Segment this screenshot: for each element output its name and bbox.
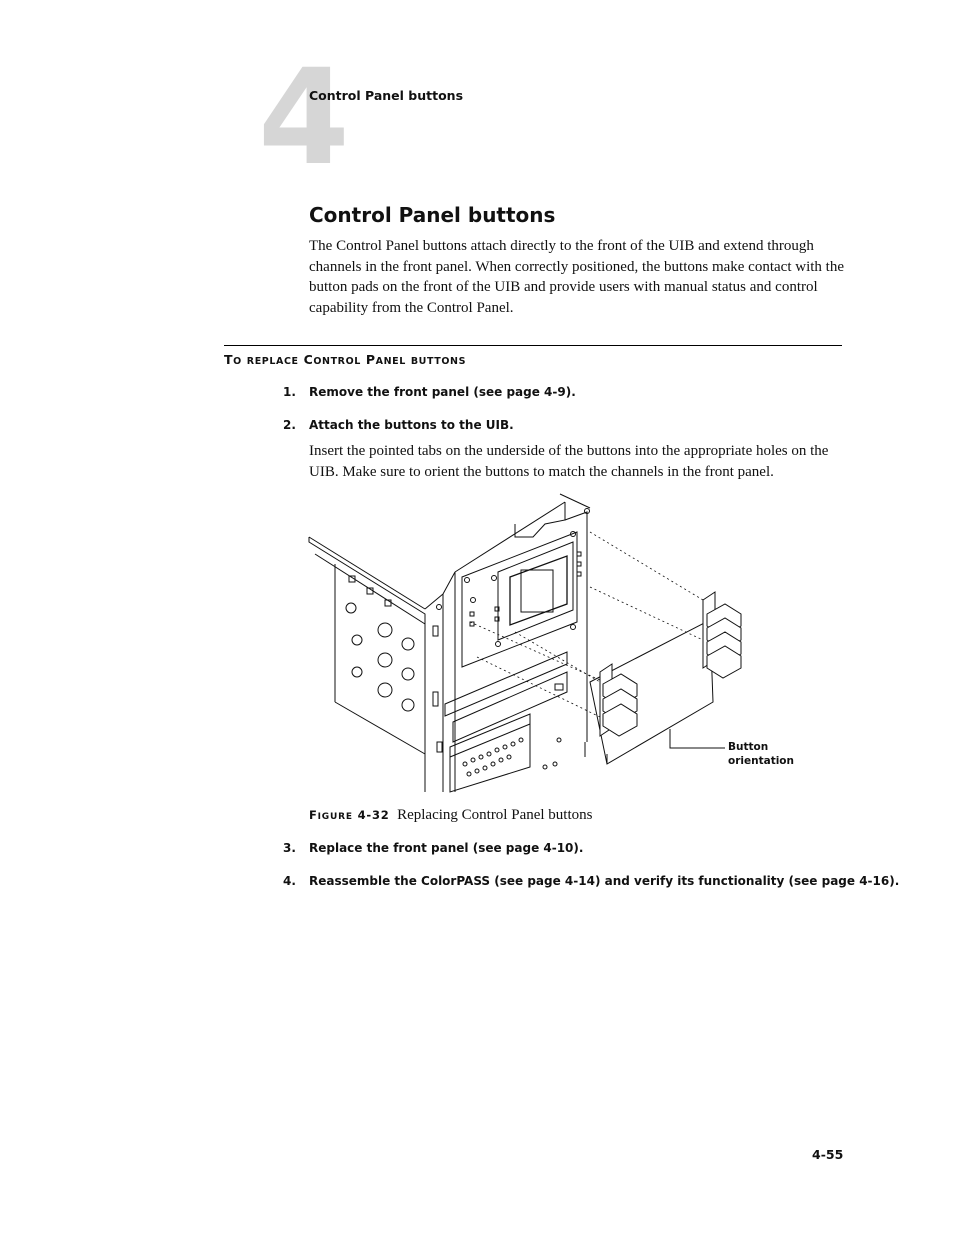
procedure-heading-ontrol: ONTROL xyxy=(313,356,361,367)
procedure-heading-buttons: BUTTONS xyxy=(410,356,467,367)
step-number: 1. xyxy=(283,385,296,399)
section-divider xyxy=(224,345,842,346)
procedure-heading-anel: ANEL xyxy=(375,356,406,367)
section-title: Control Panel buttons xyxy=(309,203,556,227)
page-number: 4-55 xyxy=(812,1147,844,1162)
chapter-number: 4 xyxy=(258,41,350,195)
procedure-heading-c: C xyxy=(303,352,314,367)
chassis-side-panel xyxy=(309,537,443,792)
step-number: 4. xyxy=(283,874,296,888)
step-text: Replace the front panel (see page 4-10). xyxy=(309,841,584,855)
procedure-heading-o: O xyxy=(233,356,242,367)
step-number: 3. xyxy=(283,841,296,855)
procedure-heading-p: P xyxy=(365,352,376,367)
figure-label-f: F xyxy=(309,808,318,822)
figure-caption xyxy=(309,807,592,824)
uib-board xyxy=(462,532,581,668)
step-text: Remove the front panel (see page 4-9). xyxy=(309,385,576,399)
procedure-heading-t: T xyxy=(224,352,234,367)
figure-caption-text: Replacing Control Panel buttons xyxy=(397,807,593,823)
intro-paragraph: The Control Panel buttons attach directly to the front of the UIB and extend through channels in the front panel. When correctly positioned, the buttons make contact with the button pads on the front of the UIB and provide users with manual status and control capability from the Control Panel. xyxy=(309,238,844,316)
figure-number: 4-32 xyxy=(357,808,390,822)
drive-bay xyxy=(445,652,567,792)
step-text: Reassemble the ColorPASS (see page 4-14) and verify its functionality (see page 4-16). xyxy=(309,874,900,888)
callout-label: Button orientation xyxy=(728,741,794,767)
step-number: 2. xyxy=(283,418,296,432)
button-strip-upper xyxy=(703,592,741,678)
figure-label xyxy=(309,808,390,822)
step-text: Attach the buttons to the UIB. xyxy=(309,418,514,432)
running-header: Control Panel buttons xyxy=(309,88,464,103)
procedure-heading xyxy=(224,352,466,367)
callout-bracket xyxy=(670,729,725,748)
procedure-heading-replace: REPLACE xyxy=(246,356,299,367)
step-2-detail: Insert the pointed tabs on the underside of the buttons into the appropriate holes on the UIB. Make sure to orient the buttons to match the channels in the front panel. xyxy=(309,443,829,480)
front-chassis-frame xyxy=(433,494,590,792)
button-strip-lower xyxy=(600,664,637,736)
figure-label-rest: IGURE xyxy=(317,812,353,822)
